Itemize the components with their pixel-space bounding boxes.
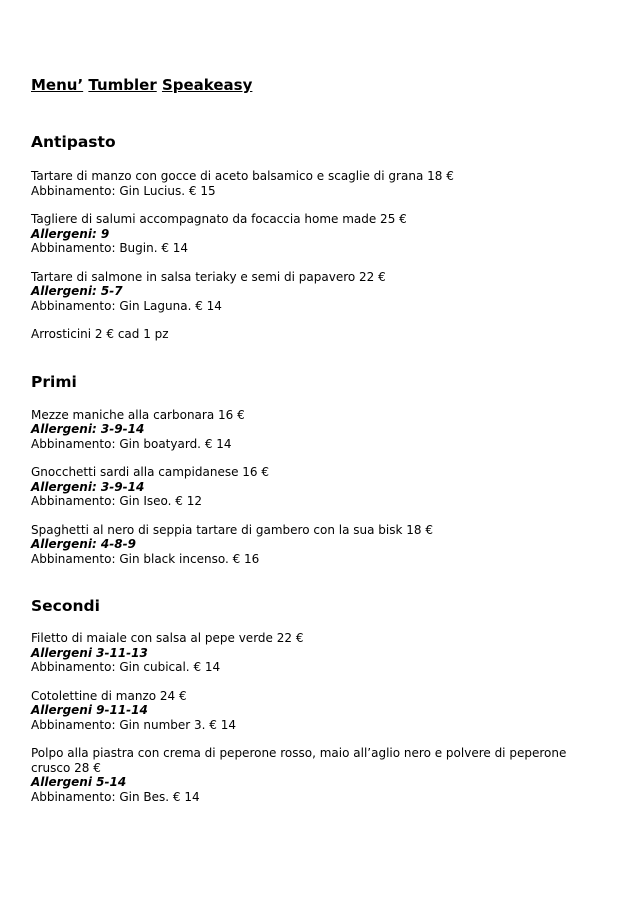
pairing-text: Abbinamento: Gin Lucius. € 15 (31, 183, 216, 198)
menu-item (31, 327, 591, 342)
dish-text: Polpo alla piastra con crema di peperone rosso, maio all’aglio nero e polvere di peperone crusco 28 € (31, 746, 567, 775)
dish-text: Tartare di manzo con gocce di aceto balsamico e scaglie di grana 18 € (31, 169, 454, 183)
menu-item (31, 523, 591, 567)
pairing-text: Abbinamento: Gin boatyard. € 14 (31, 436, 232, 451)
allergens-text: Allergeni: 4-8-9 (31, 537, 136, 551)
dish-text: Spaghetti al nero di seppia tartare di gambero con la sua bisk 18 € (31, 522, 433, 537)
menu-item (31, 689, 591, 733)
pairing-text: Abbinamento: Gin number 3. € 14 (31, 717, 237, 732)
title-part-speakeasy: Speakeasy (161, 76, 253, 94)
menu-page (31, 76, 591, 804)
section-heading: Primi (31, 372, 77, 391)
section-heading: Antipasto (31, 133, 116, 151)
pairing-text: Abbinamento: Gin cubical. € 14 (31, 660, 221, 674)
menu-item (31, 169, 591, 198)
dish-text: Cotolettine di manzo 24 € (31, 688, 187, 703)
title-part-tumbler: Tumbler (88, 76, 157, 94)
dish-text: Tartare di salmone in salsa teriaky e semi di papavero 22 € (31, 269, 386, 284)
allergens-text: Allergeni 5-14 (31, 775, 127, 789)
pairing-text: Abbinamento: Gin Iseo. € 12 (31, 494, 203, 508)
menu-item (31, 746, 591, 804)
section-antipasto (31, 132, 591, 342)
allergens-text: Allergeni: 9 (31, 226, 110, 241)
title-part-menu: Menu’ (31, 76, 84, 94)
dish-text: Filetto di maiale con salsa al pepe verde 22 € (31, 631, 304, 645)
dish-text: Gnocchetti sardi alla campidanese 16 € (31, 465, 269, 479)
allergens-text: Allergeni: 3-9-14 (31, 479, 145, 494)
section-secondi (31, 596, 591, 804)
dish-text: Tagliere di salumi accompagnato da focaccia home made 25 € (31, 212, 407, 226)
pairing-text: Abbinamento: Gin Laguna. € 14 (31, 298, 222, 313)
menu-item (31, 270, 591, 314)
allergens-text: Allergeni: 3-9-14 (31, 422, 145, 436)
pairing-text: Abbinamento: Gin black incenso. € 16 (31, 551, 260, 566)
allergens-text: Allergeni 3-11-13 (31, 645, 148, 660)
pairing-text: Abbinamento: Gin Bes. € 14 (31, 789, 200, 804)
dish-text: Mezze maniche alla carbonara 16 € (31, 407, 245, 422)
menu-item (31, 212, 591, 256)
menu-item (31, 408, 591, 452)
menu-item (31, 631, 591, 675)
section-heading: Secondi (31, 597, 100, 615)
menu-title (31, 76, 591, 94)
menu-item (31, 465, 591, 509)
allergens-text: Allergeni: 5-7 (31, 284, 123, 298)
pairing-text: Abbinamento: Bugin. € 14 (31, 241, 189, 255)
allergens-text: Allergeni 9-11-14 (31, 703, 148, 717)
dish-text: Arrosticini 2 € cad 1 pz (31, 327, 169, 341)
section-primi (31, 372, 591, 567)
